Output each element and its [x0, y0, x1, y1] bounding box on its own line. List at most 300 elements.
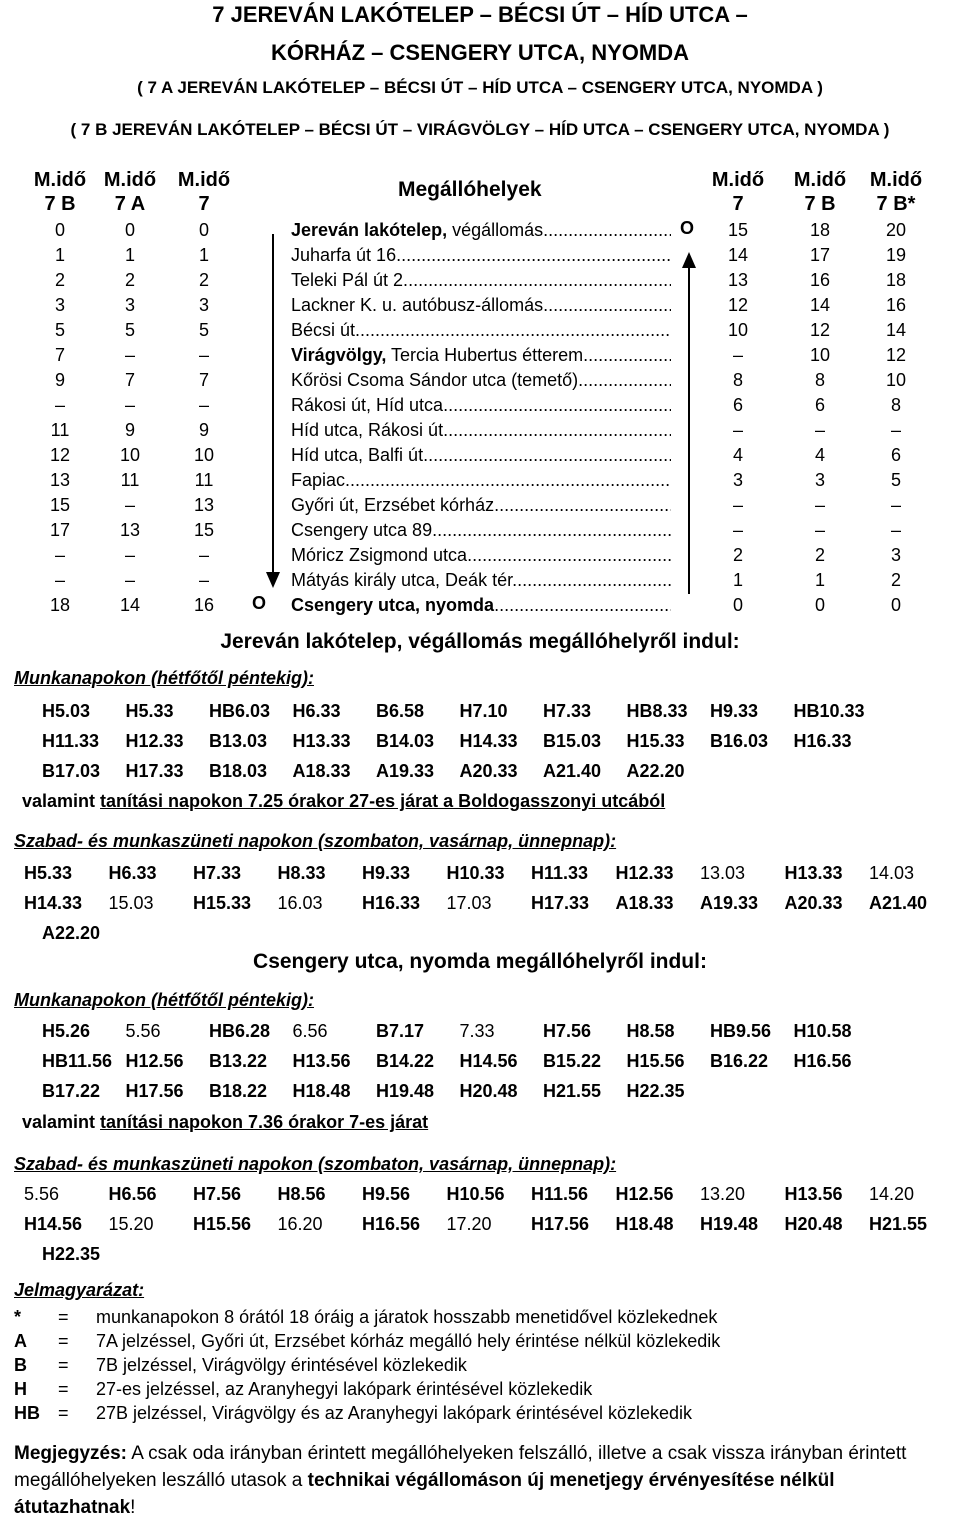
- time-cell: –: [814, 495, 825, 515]
- time-row: [14, 1016, 954, 1046]
- time-cell: 12: [727, 295, 749, 315]
- stop-name-main: Bécsi út: [291, 320, 356, 340]
- section1-weekday-label: Munkanapokon (hétfőtől péntekig):: [14, 668, 314, 688]
- time-cell: 11: [120, 470, 140, 490]
- legend-title: Jelmagyarázat:: [14, 1280, 145, 1300]
- stop-name-main: Győri út, Erzsébet kórház: [291, 495, 495, 515]
- time-cell: 15: [193, 520, 215, 540]
- stop-name: [291, 293, 671, 318]
- departure-time: B14.22: [376, 1051, 435, 1071]
- table-row: [0, 443, 960, 468]
- time-cell: –: [890, 520, 901, 540]
- stop-name-main: Mátyás király utca, Deák tér: [291, 570, 513, 590]
- legend-value: munkanapokon 8 órától 18 óráig a járatok hosszabb menetidővel közlekednek: [96, 1307, 718, 1327]
- departure-time: 15.03: [108, 893, 154, 913]
- time-cell: –: [124, 495, 135, 515]
- departure-time: H10.33: [446, 863, 505, 883]
- section1-holiday-label: Szabad- és munkaszüneti napokon (szombaton, vasárnap, ünnepnap):: [14, 831, 617, 851]
- table-row: [0, 418, 960, 443]
- time-row: [14, 1239, 954, 1269]
- departure-time: H11.33: [531, 863, 589, 883]
- table-row: [0, 518, 960, 543]
- time-cell: 12: [49, 445, 71, 465]
- col-header-top: M.idő: [793, 169, 847, 191]
- time-cell: 2: [814, 545, 825, 565]
- time-row: [14, 756, 954, 786]
- legend-equals: =: [58, 1307, 69, 1327]
- time-cell: 1: [54, 245, 65, 265]
- time-cell: 16: [885, 295, 907, 315]
- col-header-bottom: 7 A: [114, 193, 146, 215]
- legend-equals: =: [58, 1403, 69, 1423]
- legend-key: A: [14, 1331, 27, 1351]
- stop-name: [291, 343, 671, 368]
- col-header-bottom: 7: [198, 193, 210, 215]
- departure-time: H15.33: [193, 893, 252, 913]
- time-cell: 14: [119, 595, 141, 615]
- departure-time: A18.33: [615, 893, 674, 913]
- stop-name-main: Virágvölgy,: [291, 345, 387, 365]
- stop-name: [291, 518, 671, 543]
- departure-time: B14.03: [376, 731, 435, 751]
- extra-underlined: tanítási napokon 7.25 órakor 27-es járat a Boldogasszonyi utcából: [100, 791, 666, 811]
- time-cell: 0: [124, 220, 135, 240]
- time-cell: 9: [198, 420, 209, 440]
- time-cell: 2: [890, 570, 901, 590]
- stop-name: [291, 543, 671, 568]
- col-header-3: [708, 168, 768, 216]
- departure-time: H12.56: [615, 1184, 674, 1204]
- departure-time: HB8.33: [626, 701, 688, 721]
- time-cell: 18: [885, 270, 907, 290]
- departure-time: H12.33: [615, 863, 674, 883]
- stop-name: [291, 243, 671, 268]
- time-cell: 1: [732, 570, 743, 590]
- departure-time: B17.03: [42, 761, 101, 781]
- time-row: [14, 888, 954, 918]
- marker-o-left: O: [252, 593, 267, 613]
- departure-time: H13.56: [784, 1184, 843, 1204]
- departure-time: A19.33: [376, 761, 435, 781]
- time-cell: 15: [727, 220, 749, 240]
- legend-key: HB: [14, 1403, 40, 1423]
- time-cell: 0: [732, 595, 743, 615]
- stop-name: [291, 268, 671, 293]
- title-line-2: KÓRHÁZ – CSENGERY UTCA, NYOMDA: [270, 40, 690, 65]
- departure-time: B6.58: [376, 701, 425, 721]
- col-header-top: M.idő: [711, 169, 765, 191]
- stop-name: [291, 468, 671, 493]
- marker-o-right: O: [680, 218, 695, 238]
- col-header-top: M.idő: [103, 169, 157, 191]
- departure-time: H9.33: [710, 701, 759, 721]
- time-row: [14, 1179, 954, 1209]
- departure-time: H15.56: [193, 1214, 252, 1234]
- departure-time: H17.33: [125, 761, 184, 781]
- departure-time: B16.03: [710, 731, 769, 751]
- departure-time: H17.33: [531, 893, 590, 913]
- time-cell: 17: [809, 245, 831, 265]
- col-header-2: [174, 168, 234, 216]
- stop-name-main: Híd utca, Rákosi út: [291, 420, 444, 440]
- departure-time: HB11.56: [42, 1051, 113, 1071]
- time-cell: 10: [727, 320, 749, 340]
- departure-time: H15.56: [626, 1051, 685, 1071]
- departure-time: 13.03: [700, 863, 746, 883]
- departure-time: H18.48: [615, 1214, 674, 1234]
- stop-name-main: Teleki Pál út 2.: [291, 270, 409, 290]
- col-header-bottom: 7 B: [804, 193, 836, 215]
- note: [14, 1440, 954, 1521]
- stop-name-main: Kőrösi Csoma Sándor utca (temető): [291, 370, 579, 390]
- section1-extra: [22, 791, 665, 812]
- time-row: [14, 696, 954, 726]
- time-cell: –: [198, 345, 209, 365]
- extra-prefix: valamint: [22, 1112, 101, 1132]
- time-cell: 13: [119, 520, 141, 540]
- time-cell: 0: [890, 595, 901, 615]
- table-row: [0, 343, 960, 368]
- stop-name-main: Juharfa út 16.: [291, 245, 402, 265]
- departure-time: HB9.56: [710, 1021, 772, 1041]
- time-cell: 2: [54, 270, 65, 290]
- departure-time: A21.40: [543, 761, 602, 781]
- title-line-4: ( 7 B JEREVÁN LAKÓTELEP – BÉCSI ÚT – VIRÁGVÖLGY – HÍD UTCA – CSENGERY UTCA, NYOMDA ): [70, 120, 890, 139]
- time-cell: –: [890, 495, 901, 515]
- departure-time: B18.03: [209, 761, 268, 781]
- col-header-top: M.idő: [869, 169, 923, 191]
- time-cell: –: [124, 570, 135, 590]
- departure-time: H5.33: [125, 701, 174, 721]
- stop-name-rest: Tercia Hubertus étterem: [386, 345, 584, 365]
- table-row: [0, 568, 960, 593]
- departure-time: H11.56: [531, 1184, 589, 1204]
- departure-time: A22.20: [42, 923, 101, 943]
- time-cell: 10: [193, 445, 215, 465]
- departure-time: A19.33: [700, 893, 759, 913]
- departure-time: H16.56: [362, 1214, 421, 1234]
- legend-equals: =: [58, 1331, 69, 1351]
- time-cell: –: [198, 395, 209, 415]
- table-row: [0, 268, 960, 293]
- time-cell: –: [54, 570, 65, 590]
- time-cell: –: [198, 545, 209, 565]
- stop-name-main: Fapiac: [291, 470, 346, 490]
- departure-time: H22.35: [626, 1081, 685, 1101]
- time-cell: 5: [890, 470, 901, 490]
- time-cell: 9: [124, 420, 135, 440]
- departure-time: H10.56: [446, 1184, 505, 1204]
- departure-time: B17.22: [42, 1081, 101, 1101]
- time-cell: 2: [198, 270, 209, 290]
- time-cell: 2: [124, 270, 135, 290]
- departure-time: 14.20: [869, 1184, 915, 1204]
- time-cell: 1: [814, 570, 825, 590]
- stop-name-main: Jereván lakótelep,: [291, 220, 448, 240]
- departure-time: 5.56: [24, 1184, 60, 1204]
- departure-time: A20.33: [784, 893, 843, 913]
- time-cell: 7: [198, 370, 209, 390]
- departure-time: H7.10: [459, 701, 508, 721]
- time-cell: 18: [49, 595, 71, 615]
- time-cell: 1: [198, 245, 209, 265]
- stop-name-main: Híd utca, Balfi út: [291, 445, 424, 465]
- time-cell: 3: [54, 295, 65, 315]
- departure-time: H20.48: [459, 1081, 518, 1101]
- time-cell: 14: [727, 245, 749, 265]
- time-cell: 14: [809, 295, 831, 315]
- stop-name-main: Csengery utca, nyomda: [291, 595, 495, 615]
- departure-time: H6.33: [108, 863, 157, 883]
- col-header-bottom: 7 B: [44, 193, 76, 215]
- time-cell: 6: [814, 395, 825, 415]
- departure-time: H13.33: [292, 731, 351, 751]
- time-cell: –: [54, 545, 65, 565]
- stop-name: [291, 218, 671, 243]
- time-cell: 6: [890, 445, 901, 465]
- departure-time: 6.56: [292, 1021, 328, 1041]
- time-cell: 3: [732, 470, 743, 490]
- stops-header: Megállóhelyek: [398, 178, 542, 201]
- time-cell: 20: [885, 220, 907, 240]
- departure-time: H12.33: [125, 731, 184, 751]
- stop-name-main: Csengery utca 89.: [291, 520, 438, 540]
- table-row: [0, 368, 960, 393]
- departure-time: 17.20: [446, 1214, 492, 1234]
- stop-name-main: Rákosi út, Híd utca: [291, 395, 444, 415]
- departure-time: H21.55: [543, 1081, 602, 1101]
- section2-extra: [22, 1112, 428, 1133]
- time-cell: 4: [732, 445, 743, 465]
- stop-name: [291, 368, 671, 393]
- departure-time: H15.33: [626, 731, 685, 751]
- time-row: [14, 1046, 954, 1076]
- departure-time: B15.22: [543, 1051, 602, 1071]
- stop-name: [291, 593, 671, 618]
- departure-time: H21.55: [869, 1214, 928, 1234]
- legend-equals: =: [58, 1379, 69, 1399]
- time-cell: 0: [814, 595, 825, 615]
- time-cell: 3: [890, 545, 901, 565]
- time-cell: 10: [885, 370, 907, 390]
- time-cell: 14: [885, 320, 907, 340]
- time-cell: 13: [49, 470, 71, 490]
- stop-name-main: Lackner K. u. autóbusz-állomás: [291, 295, 544, 315]
- departure-time: H7.33: [193, 863, 242, 883]
- stop-name: [291, 443, 671, 468]
- time-cell: 10: [809, 345, 831, 365]
- legend-value: 7B jelzéssel, Virágvölgy érintésével közlekedik: [96, 1355, 467, 1375]
- departure-time: H18.48: [292, 1081, 351, 1101]
- stop-name: [291, 568, 671, 593]
- departure-time: A20.33: [459, 761, 518, 781]
- time-cell: –: [814, 420, 825, 440]
- time-cell: 7: [54, 345, 65, 365]
- time-row: [14, 1209, 954, 1239]
- time-cell: 0: [198, 220, 209, 240]
- legend-value: 7A jelzéssel, Győri út, Erzsébet kórház megálló hely érintése nélkül közlekedik: [96, 1331, 721, 1351]
- departure-time: 16.20: [277, 1214, 323, 1234]
- time-row: [14, 1076, 954, 1106]
- time-cell: 16: [809, 270, 831, 290]
- time-cell: –: [732, 495, 743, 515]
- legend-value: 27B jelzéssel, Virágvölgy és az Aranyhegyi lakópark érintésével közlekedik: [96, 1403, 692, 1423]
- departure-time: HB6.03: [209, 701, 271, 721]
- departure-time: H14.33: [24, 893, 83, 913]
- departure-time: H8.56: [277, 1184, 326, 1204]
- departure-time: H16.33: [362, 893, 421, 913]
- col-header-top: M.idő: [177, 169, 231, 191]
- table-row: [0, 293, 960, 318]
- col-header-0: [30, 168, 90, 216]
- time-cell: 8: [890, 395, 901, 415]
- time-cell: –: [732, 345, 743, 365]
- departure-time: H5.26: [42, 1021, 91, 1041]
- col-header-bottom: 7 B*: [876, 193, 916, 215]
- departure-time: H7.56: [543, 1021, 592, 1041]
- departure-time: H20.48: [784, 1214, 843, 1234]
- time-cell: 11: [50, 420, 70, 440]
- departure-time: B7.17: [376, 1021, 425, 1041]
- departure-time: HB6.28: [209, 1021, 271, 1041]
- note-text-1: A csak oda irányban érintett megállóhelyeken felszálló, illetve a csak vissza irányban érintett megállóhelyeken leszálló utasok a: [14, 1443, 907, 1491]
- departure-time: H5.03: [42, 701, 91, 721]
- departure-time: H19.48: [376, 1081, 435, 1101]
- departure-time: 17.03: [446, 893, 492, 913]
- departure-time: B13.03: [209, 731, 268, 751]
- table-row: [0, 543, 960, 568]
- departure-time: H5.33: [24, 863, 73, 883]
- time-cell: 8: [732, 370, 743, 390]
- departure-time: H9.33: [362, 863, 411, 883]
- departure-time: 13.20: [700, 1184, 746, 1204]
- stop-name-rest: végállomás: [447, 220, 544, 240]
- time-cell: –: [124, 395, 135, 415]
- legend-key: H: [14, 1379, 27, 1399]
- departure-time: H17.56: [125, 1081, 184, 1101]
- departure-time: 7.33: [459, 1021, 495, 1041]
- legend-equals: =: [58, 1355, 69, 1375]
- time-cell: 11: [194, 470, 214, 490]
- table-row: [0, 393, 960, 418]
- departure-time: HB10.33: [793, 701, 865, 721]
- departure-time: H14.33: [459, 731, 518, 751]
- time-cell: 13: [193, 495, 215, 515]
- time-cell: 10: [119, 445, 141, 465]
- extra-underlined: tanítási napokon 7.36 órakor 7-es járat: [100, 1112, 429, 1132]
- table-row: [0, 218, 960, 243]
- time-cell: 17: [49, 520, 71, 540]
- departure-time: H9.56: [362, 1184, 411, 1204]
- time-cell: –: [198, 570, 209, 590]
- departure-time: H13.33: [784, 863, 843, 883]
- time-cell: 6: [732, 395, 743, 415]
- departure-time: H22.35: [42, 1244, 101, 1264]
- time-row: [14, 918, 954, 948]
- time-cell: 1: [124, 245, 135, 265]
- note-label: Megjegyzés:: [14, 1443, 127, 1464]
- time-cell: 5: [54, 320, 65, 340]
- time-cell: 5: [198, 320, 209, 340]
- table-row: [0, 318, 960, 343]
- legend-value: 27-es jelzéssel, az Aranyhegyi lakópark érintésével közlekedik: [96, 1379, 593, 1399]
- departure-time: A21.40: [869, 893, 928, 913]
- stop-name: [291, 318, 671, 343]
- time-cell: 15: [49, 495, 71, 515]
- col-header-top: M.idő: [33, 169, 87, 191]
- section2-title: Csengery utca, nyomda megállóhelyről indul:: [253, 950, 707, 973]
- departure-time: H19.48: [700, 1214, 759, 1234]
- departure-time: 15.20: [108, 1214, 154, 1234]
- departure-time: H14.56: [459, 1051, 518, 1071]
- extra-prefix: valamint: [22, 791, 101, 811]
- departure-time: H6.33: [292, 701, 341, 721]
- time-cell: 2: [732, 545, 743, 565]
- departure-time: B18.22: [209, 1081, 268, 1101]
- time-row: [14, 858, 954, 888]
- section1-title: Jereván lakótelep, végállomás megállóhelyről indul:: [220, 630, 740, 653]
- time-cell: –: [732, 520, 743, 540]
- time-cell: 0: [54, 220, 65, 240]
- departure-time: H7.56: [193, 1184, 242, 1204]
- time-cell: –: [814, 520, 825, 540]
- section2-holiday-label: Szabad- és munkaszüneti napokon (szombaton, vasárnap, ünnepnap):: [14, 1154, 617, 1174]
- departure-time: A22.20: [626, 761, 685, 781]
- departure-time: 16.03: [277, 893, 323, 913]
- departure-time: 14.03: [869, 863, 915, 883]
- departure-time: H11.33: [42, 731, 100, 751]
- departure-time: H14.56: [24, 1214, 83, 1234]
- section2-weekday-label: Munkanapokon (hétfőtől péntekig):: [14, 990, 314, 1010]
- note-text-2: !: [130, 1497, 136, 1518]
- departure-time: H16.33: [793, 731, 852, 751]
- departure-time: 5.56: [125, 1021, 161, 1041]
- stop-name-main: Móricz Zsigmond utca: [291, 545, 468, 565]
- departure-time: H13.56: [292, 1051, 351, 1071]
- time-cell: 3: [198, 295, 209, 315]
- stop-name: [291, 393, 671, 418]
- table-row: [0, 493, 960, 518]
- time-cell: 3: [124, 295, 135, 315]
- time-cell: 7: [124, 370, 135, 390]
- departure-time: H7.33: [543, 701, 592, 721]
- departure-time: B15.03: [543, 731, 602, 751]
- col-header-5: [866, 168, 926, 216]
- col-header-bottom: 7: [732, 193, 744, 215]
- note-bold: technikai végállomáson új menetjegy érvényesítése nélkül átutazhatnak: [14, 1470, 835, 1518]
- time-cell: 8: [814, 370, 825, 390]
- time-cell: 13: [727, 270, 749, 290]
- departure-time: H8.33: [277, 863, 326, 883]
- departure-time: H12.56: [125, 1051, 184, 1071]
- time-cell: 12: [885, 345, 907, 365]
- departure-time: H8.58: [626, 1021, 675, 1041]
- time-cell: 3: [814, 470, 825, 490]
- time-cell: –: [124, 345, 135, 365]
- time-cell: –: [890, 420, 901, 440]
- time-cell: 9: [54, 370, 65, 390]
- time-cell: –: [54, 395, 65, 415]
- legend-key: B: [14, 1355, 27, 1375]
- departure-time: H10.58: [793, 1021, 852, 1041]
- departure-time: A18.33: [292, 761, 351, 781]
- time-cell: 19: [885, 245, 907, 265]
- departure-time: B16.22: [710, 1051, 769, 1071]
- departure-time: H6.56: [108, 1184, 157, 1204]
- col-header-1: [100, 168, 160, 216]
- time-cell: 18: [809, 220, 831, 240]
- time-row: [14, 726, 954, 756]
